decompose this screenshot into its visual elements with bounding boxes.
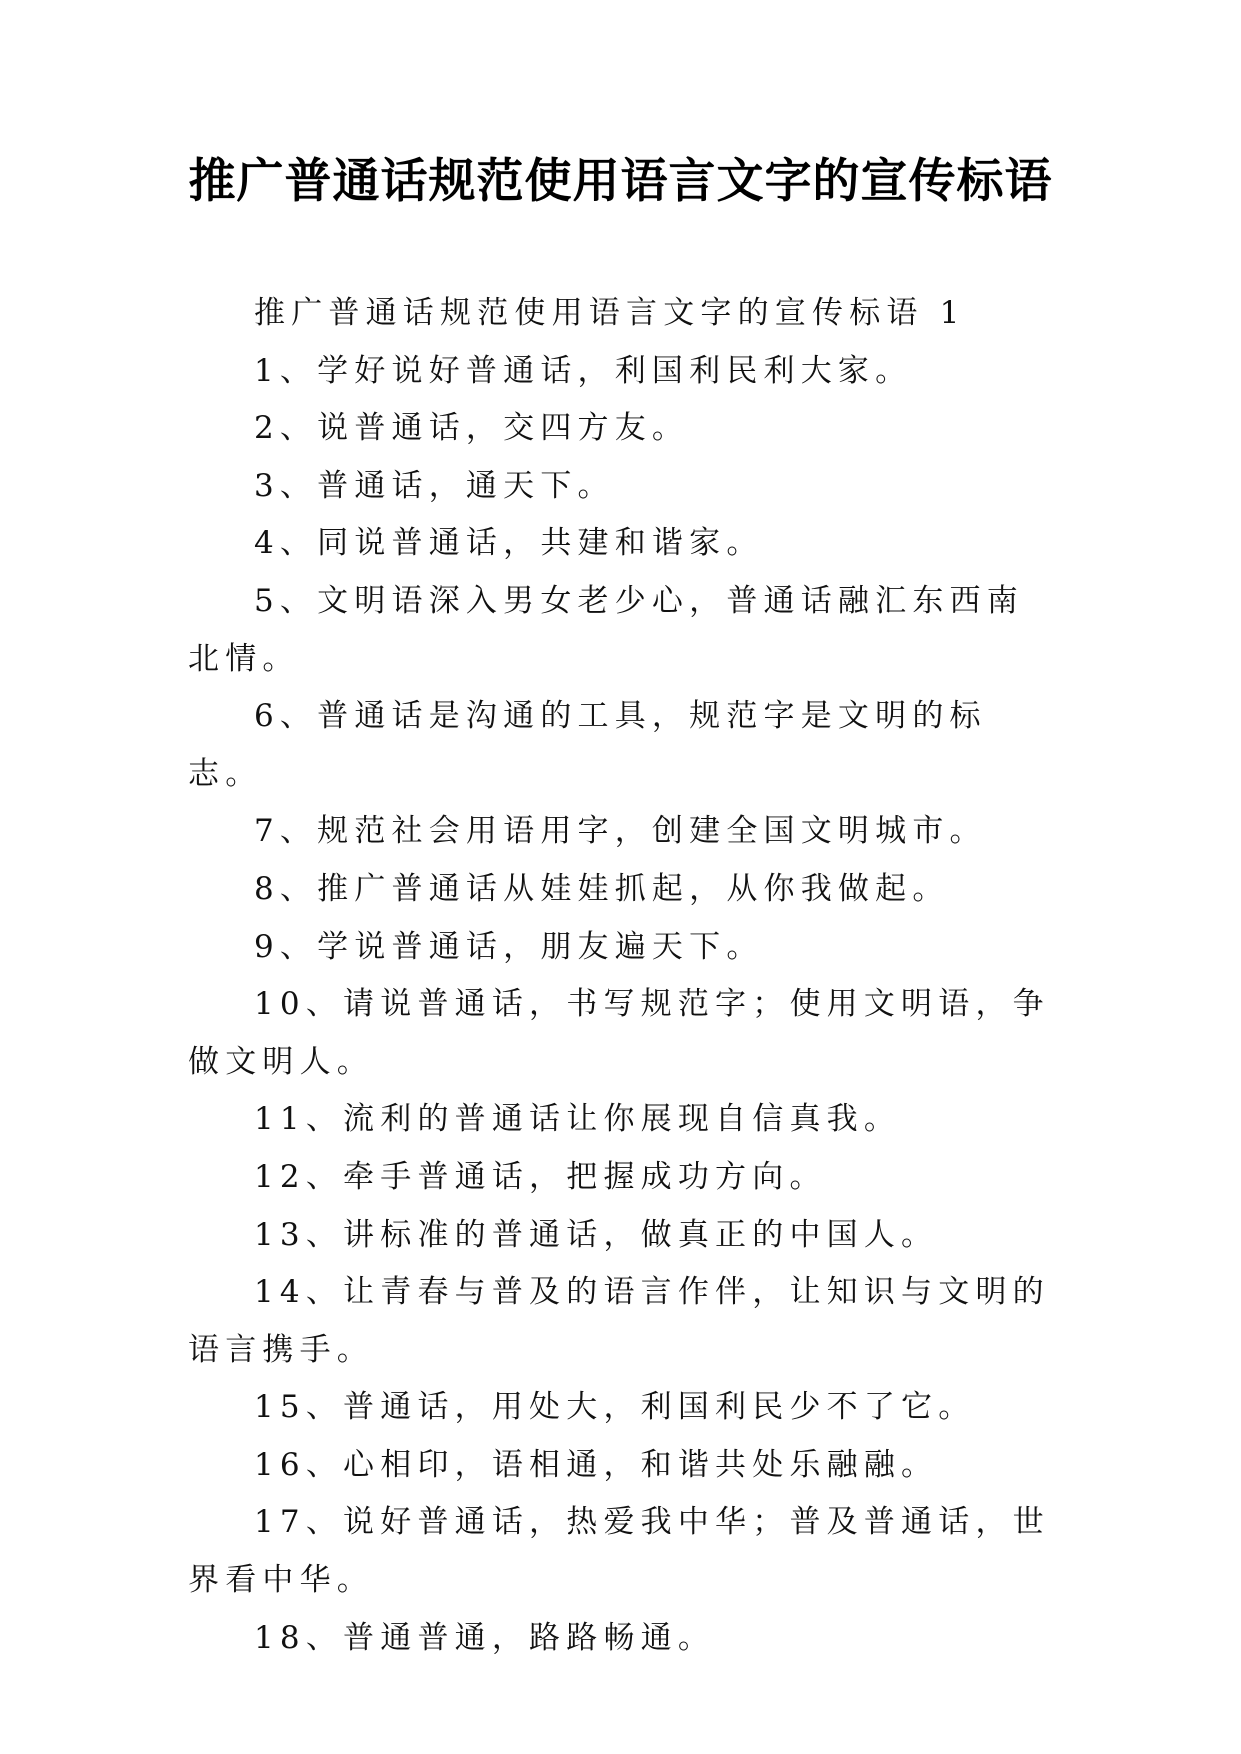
- slogan-item: 7、规范社会用语用字，创建全国文明城市。: [254, 813, 987, 850]
- slogan-item: 12、牵手普通话，把握成功方向。: [254, 1158, 827, 1195]
- slogan-item: 2、说普通话，交四方友。: [254, 410, 690, 447]
- document-title: 推广普通话规范使用语言文字的宣传标语: [188, 154, 1053, 209]
- slogan-item: 10、请说普通话，书写规范字；使用文明语，争做文明人。: [188, 986, 1050, 1080]
- document-body: [188, 285, 1054, 1667]
- body-paragraph-heading: 推广普通话规范使用语言文字的宣传标语 1: [254, 295, 966, 331]
- slogan-item: 18、普通普通，路路畅通。: [254, 1619, 716, 1656]
- slogan-item: 6、普通话是沟通的工具，规范字是文明的标志。: [188, 698, 987, 792]
- slogan-item: 11、流利的普通话让你展现自信真我。: [254, 1101, 902, 1138]
- slogan-item: 4、同说普通话，共建和谐家。: [254, 525, 764, 562]
- slogan-item: 16、心相印，语相通，和谐共处乐融融。: [254, 1446, 939, 1483]
- slogan-item: 17、说好普通话，热爱我中华；普及普通话，世界看中华。: [188, 1504, 1050, 1599]
- slogan-item: 14、让青春与普及的语言作伴，让知识与文明的语言携手。: [188, 1274, 1050, 1368]
- slogan-item: 13、讲标准的普通话，做真正的中国人。: [254, 1216, 939, 1253]
- slogan-item: 1、学好说好普通话，利国利民利大家。: [254, 352, 913, 389]
- slogan-item: 5、文明语深入男女老少心，普通话融汇东西南北情。: [188, 582, 1024, 677]
- slogan-item: 9、学说普通话，朋友遍天下。: [254, 928, 764, 965]
- slogan-item: 3、普通话，通天下。: [254, 467, 615, 504]
- slogan-item: 8、推广普通话从娃娃抓起，从你我做起。: [254, 870, 950, 907]
- slogan-item: 15、普通话，用处大，利国利民少不了它。: [254, 1389, 976, 1426]
